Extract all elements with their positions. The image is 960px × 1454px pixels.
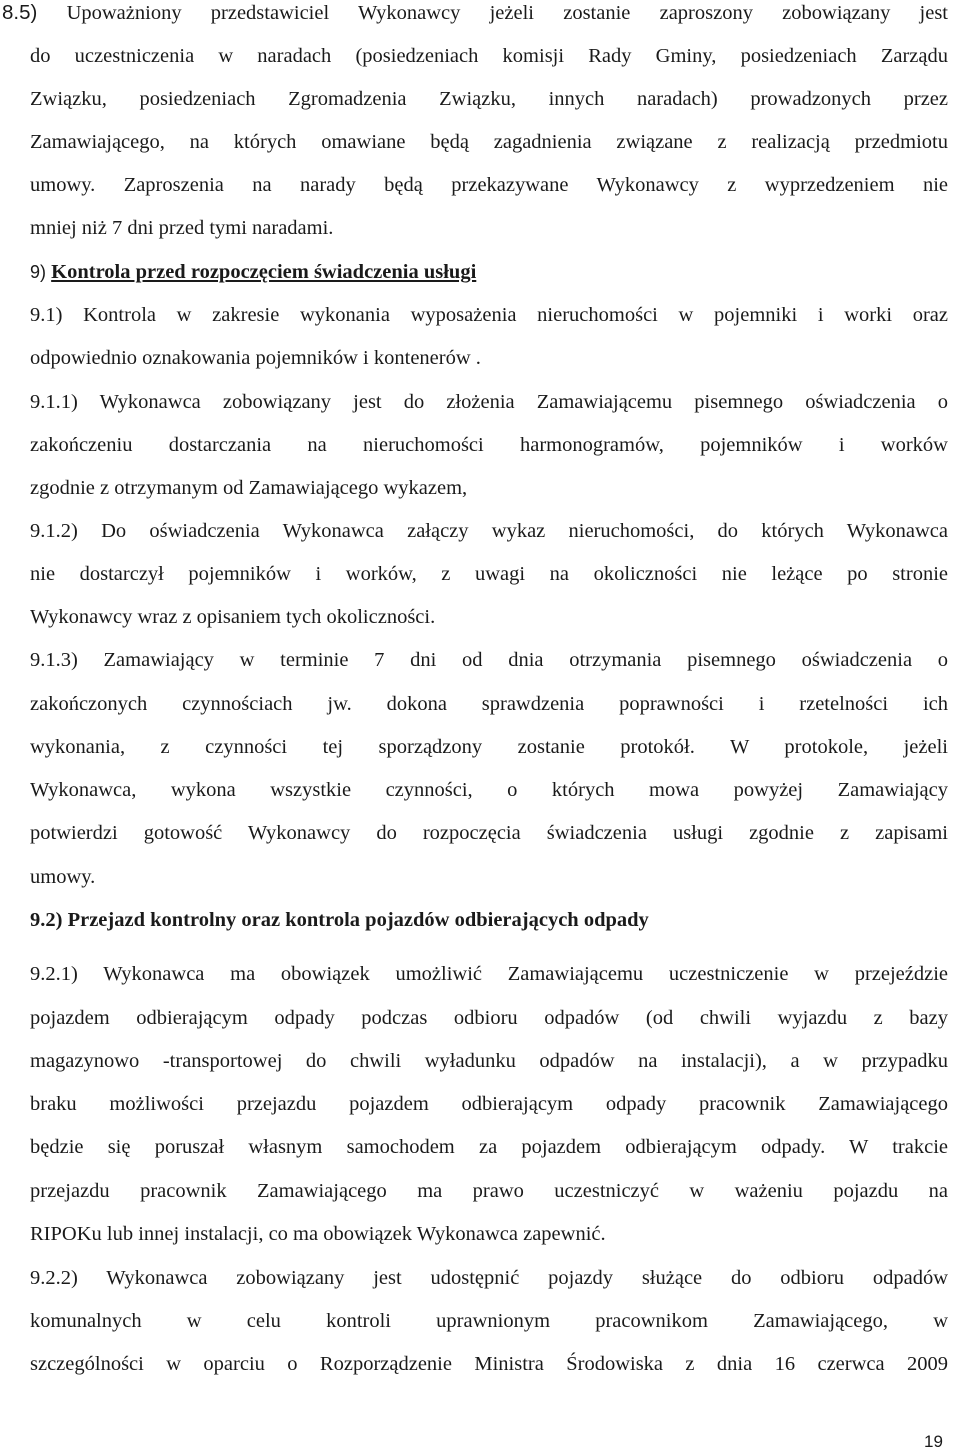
paragraph-line: 9.1) Kontrola w zakresie wykonania wyposażenia nieruchomości w pojemniki i worki oraz — [30, 304, 948, 326]
paragraph-line: braku możliwości przejazdu pojazdem odbierającym odpady pracownik Zamawiającego — [30, 1093, 948, 1115]
paragraph-line: mniej niż 7 dni przed tymi naradami. — [30, 217, 334, 239]
paragraph-line: RIPOKu lub innej instalacji, co ma obowiązek Wykonawca zapewnić. — [30, 1223, 606, 1245]
page-number: 19 — [924, 1432, 943, 1451]
paragraph-line: 9.1.3) Zamawiający w terminie 7 dni od dnia otrzymania pisemnego oświadczenia o — [30, 649, 948, 671]
paragraph-line: 9.2.1) Wykonawca ma obowiązek umożliwić Zamawiającemu uczestniczenie w przejeździe — [30, 963, 948, 985]
paragraph-line: 9.1.1) Wykonawca zobowiązany jest do złożenia Zamawiającemu pisemnego oświadczenia o — [30, 391, 948, 413]
section-heading-9 — [30, 258, 948, 286]
section-title: Kontrola przed rozpoczęciem świadczenia usługi — [51, 261, 477, 283]
section-number: 9) — [30, 262, 47, 282]
paragraph-line: komunalnych w celu kontroli uprawnionym pracownikom Zamawiającego, w — [30, 1310, 948, 1332]
paragraph-line: Wykonawcy wraz z opisaniem tych okoliczności. — [30, 606, 436, 628]
paragraph-line: zgodnie z otrzymanym od Zamawiającego wykazem, — [30, 477, 468, 499]
paragraph-line: do uczestniczenia w naradach (posiedzeniach komisji Rady Gminy, posiedzeniach Zarządu — [30, 45, 948, 67]
paragraph-line: będzie się poruszał własnym samochodem za pojazdem odbierającym odpady. W trakcie — [30, 1136, 948, 1158]
paragraph-line: przejazdu pracownik Zamawiającego ma prawo uczestniczyć w ważeniu pojazdu na — [30, 1180, 948, 1202]
paragraph-line: Wykonawca, wykona wszystkie czynności, o których mowa powyżej Zamawiający — [30, 779, 948, 801]
paragraph-line: Zamawiającego, na których omawiane będą zagadnienia związane z realizacją przedmiotu — [30, 131, 948, 153]
paragraph-line: potwierdzi gotowość Wykonawcy do rozpoczęcia świadczenia usługi zgodnie z zapisami — [30, 822, 948, 844]
paragraph-line: 9.2.2) Wykonawca zobowiązany jest udostępnić pojazdy służące do odbioru odpadów — [30, 1267, 948, 1289]
paragraph-line: pojazdem odbierającym odpady podczas odbioru odpadów (od chwili wyjazdu z bazy — [30, 1007, 948, 1029]
paragraph-line: szczególności w oparciu o Rozporządzenie Ministra Środowiska z dnia 16 czerwca 2009 — [30, 1353, 948, 1375]
paragraph-line: wykonania, z czynności tej sporządzony zostanie protokół. W protokole, jeżeli — [30, 736, 948, 758]
paragraph-line: 9.1.2) Do oświadczenia Wykonawca załączy wykaz nieruchomości, do których Wykonawca — [30, 520, 948, 542]
paragraph-line: zakończeniu dostarczania na nieruchomości harmonogramów, pojemników i worków — [30, 434, 948, 456]
paragraph-line: odpowiednio oznakowania pojemników i kontenerów . — [30, 347, 481, 369]
paragraph-line: magazynowo -transportowej do chwili wyładunku odpadów na instalacji), a w przypadku — [30, 1050, 948, 1072]
paragraph-line: nie dostarczył pojemników i worków, z uwagi na okoliczności nie leżące po stronie — [30, 563, 948, 585]
paragraph-line: umowy. — [30, 866, 96, 888]
paragraph-line: Związku, posiedzeniach Zgromadzenia Związku, innych naradach) prowadzonych przez — [30, 88, 948, 110]
section-heading-9-2: 9.2) Przejazd kontrolny oraz kontrola pojazdów odbierających odpady — [30, 909, 649, 931]
section-number: 8.5) — [2, 1, 38, 24]
paragraph-line: zakończonych czynnościach jw. dokona sprawdzenia poprawności i rzetelności ich — [30, 693, 948, 715]
paragraph-line: umowy. Zaproszenia na narady będą przekazywane Wykonawcy z wyprzedzeniem nie — [30, 174, 948, 196]
paragraph-line: 8.5) Upoważniony przedstawiciel Wykonawcy jeżeli zostanie zaproszony zobowiązany jest — [2, 1, 949, 24]
